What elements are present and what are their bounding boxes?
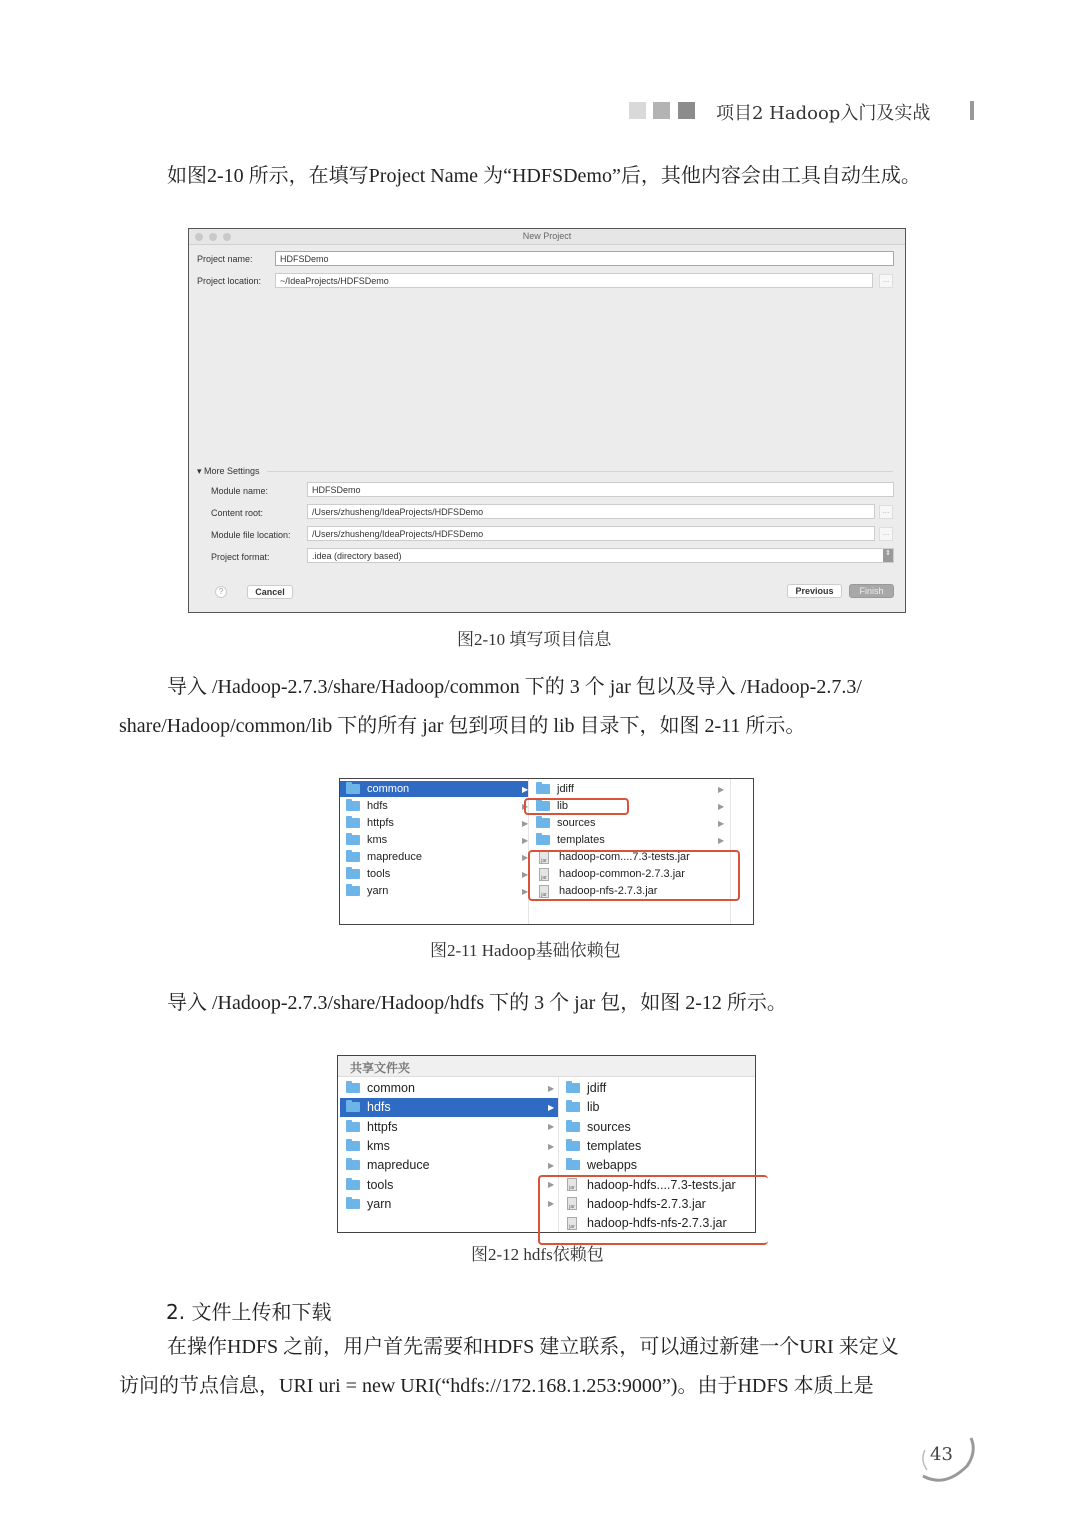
section-heading: 2. 文件上传和下载 xyxy=(166,1300,332,1324)
folder-item-templates[interactable] xyxy=(560,1137,757,1155)
help-button[interactable]: ? xyxy=(215,586,227,598)
folder-icon xyxy=(566,1122,580,1132)
chevron-right-icon: ▶ xyxy=(522,886,529,896)
folder-icon xyxy=(346,1141,360,1151)
folder-icon xyxy=(346,784,360,794)
module-file-input[interactable]: /Users/zhusheng/IdeaProjects/HDFSDemo xyxy=(307,526,875,541)
highlight-box-jars xyxy=(528,850,740,901)
item-label: templates xyxy=(557,834,605,846)
item-label: hadoop-com....7.3-tests.jar xyxy=(559,851,690,863)
chevron-right-icon: ▶ xyxy=(718,801,725,811)
chevron-right-icon: ▶ xyxy=(548,1180,555,1190)
chevron-right-icon: ▶ xyxy=(522,852,529,862)
item-label: hadoop-nfs-2.7.3.jar xyxy=(559,885,658,897)
jar-file-icon: jar xyxy=(567,1178,577,1191)
module-name-label: Module name: xyxy=(211,486,269,496)
dialog-title: New Project xyxy=(522,231,572,241)
browse-module-file-button[interactable]: ... xyxy=(879,527,893,541)
folder-icon xyxy=(346,1083,360,1093)
item-label: httpfs xyxy=(367,1119,398,1134)
folder-item-common[interactable] xyxy=(340,1079,558,1097)
item-label: tools xyxy=(367,868,391,880)
folder-item-common[interactable] xyxy=(340,781,528,797)
highlight-box-jars xyxy=(538,1175,768,1245)
chevron-right-icon: ▶ xyxy=(718,784,725,794)
item-label: lib xyxy=(587,1100,600,1115)
cancel-button[interactable]: Cancel xyxy=(247,585,293,599)
item-label: webapps xyxy=(587,1158,638,1173)
chevron-right-icon: ▶ xyxy=(548,1160,555,1170)
folder-item-kms[interactable] xyxy=(340,832,528,848)
chevron-right-icon: ▶ xyxy=(548,1102,555,1112)
project-name-label: Project name: xyxy=(197,254,253,264)
folder-icon xyxy=(566,1160,580,1170)
folder-icon xyxy=(536,818,550,828)
folder-item-httpfs[interactable] xyxy=(340,1118,558,1136)
finder-window-hdfs xyxy=(337,1055,756,1233)
folder-item-jdiff[interactable] xyxy=(530,781,730,797)
folder-item-jdiff[interactable] xyxy=(560,1079,757,1097)
folder-item-lib[interactable] xyxy=(560,1098,757,1116)
highlight-box-lib xyxy=(524,798,629,815)
module-file-label: Module file location: xyxy=(211,530,291,540)
item-label: sources xyxy=(557,817,596,829)
paragraph: 如图2-10 所示，在填写Project Name 为“HDFSDemo”后，其他内容会由工具自动生成。 xyxy=(167,165,921,187)
item-label: kms xyxy=(367,1139,390,1154)
folder-icon xyxy=(346,1102,360,1112)
item-label: httpfs xyxy=(367,817,394,829)
browse-location-button[interactable]: ... xyxy=(879,274,893,288)
sidebar-section-title: 共享文件夹 xyxy=(338,1056,755,1077)
chevron-right-icon: ▶ xyxy=(522,818,529,828)
folder-item-yarn[interactable] xyxy=(340,1195,558,1213)
chevron-right-icon: ▶ xyxy=(718,818,725,828)
browse-content-root-button[interactable]: ... xyxy=(879,505,893,519)
paragraph: 访问的节点信息，URI uri = new URI(“hdfs://172.168.1.253:9000”)。由于HDFS 本质上是 xyxy=(119,1375,874,1397)
folder-icon xyxy=(536,784,550,794)
folder-icon xyxy=(346,1160,360,1170)
folder-icon xyxy=(346,818,360,828)
title-bar xyxy=(189,229,905,245)
module-name-input[interactable]: HDFSDemo xyxy=(307,482,894,497)
jar-file-icon: jar xyxy=(539,851,549,864)
chevron-right-icon: ▶ xyxy=(548,1199,555,1209)
folder-icon xyxy=(566,1083,580,1093)
item-label: hdfs xyxy=(367,1100,391,1115)
folder-item-hdfs[interactable] xyxy=(340,798,528,814)
item-label: lib xyxy=(557,800,569,812)
project-format-select[interactable] xyxy=(307,548,894,563)
finish-button[interactable]: Finish xyxy=(849,584,894,598)
folder-item-yarn[interactable] xyxy=(340,883,528,899)
folder-item-mapreduce[interactable] xyxy=(340,1156,558,1174)
item-label: jdiff xyxy=(587,1081,607,1096)
chevron-right-icon: ▶ xyxy=(548,1083,555,1093)
folder-item-hdfs[interactable] xyxy=(340,1098,558,1116)
content-root-input[interactable]: /Users/zhusheng/IdeaProjects/HDFSDemo xyxy=(307,504,875,519)
jar-file-icon: jar xyxy=(539,885,549,898)
item-label: hdfs xyxy=(367,800,388,812)
content-root-label: Content root: xyxy=(211,508,264,518)
folder-icon xyxy=(346,1199,360,1209)
page-number: 43 xyxy=(930,1444,953,1465)
header-square xyxy=(629,102,646,119)
chevron-right-icon: ▶ xyxy=(522,869,529,879)
item-label: common xyxy=(367,1081,415,1096)
jar-file-icon: jar xyxy=(539,868,549,881)
finder-window-common xyxy=(339,778,754,925)
folder-icon xyxy=(566,1102,580,1112)
more-settings-label: More Settings xyxy=(204,466,260,476)
paragraph: 在操作HDFS 之前，用户首先需要和HDFS 建立联系，可以通过新建一个URI 来定义 xyxy=(167,1336,899,1358)
item-label: sources xyxy=(587,1119,631,1134)
item-label: hadoop-hdfs....7.3-tests.jar xyxy=(587,1177,736,1192)
project-location-label: Project location: xyxy=(197,276,262,286)
item-label: kms xyxy=(367,834,388,846)
figure-caption: 图2-11 Hadoop基础依赖包 xyxy=(430,941,621,960)
chevron-right-icon: ▶ xyxy=(522,784,529,794)
folder-item-sources[interactable] xyxy=(530,815,730,831)
folder-item-kms[interactable] xyxy=(340,1137,558,1155)
item-label: tools xyxy=(367,1177,394,1192)
chevron-right-icon: ▶ xyxy=(522,801,529,811)
folder-item-webapps[interactable] xyxy=(560,1156,757,1174)
item-label: common xyxy=(367,783,410,795)
folder-icon xyxy=(346,1122,360,1132)
paragraph: 导入 /Hadoop-2.7.3/share/Hadoop/common 下的 3 个 jar 包以及导入 /Hadoop-2.7.3/ xyxy=(167,676,862,698)
jar-file-icon: jar xyxy=(567,1217,577,1230)
folder-icon xyxy=(536,835,550,845)
running-header: 项目2 Hadoop入门及实战 xyxy=(716,103,931,124)
item-label: hadoop-common-2.7.3.jar xyxy=(559,868,685,880)
chevron-right-icon: ▶ xyxy=(718,835,725,845)
item-label: templates xyxy=(587,1139,642,1154)
folder-icon xyxy=(346,869,360,879)
item-label: mapreduce xyxy=(367,1158,430,1173)
folder-icon xyxy=(346,886,360,896)
paragraph: share/Hadoop/common/lib 下的所有 jar 包到项目的 lib 目录下，如图 2-11 所示。 xyxy=(119,715,806,737)
header-square xyxy=(653,102,670,119)
folder-item-httpfs[interactable] xyxy=(340,815,528,831)
folder-icon xyxy=(346,835,360,845)
project-location-input[interactable]: ~/IdeaProjects/HDFSDemo xyxy=(275,273,873,288)
jar-file-icon: jar xyxy=(567,1197,577,1210)
folder-icon xyxy=(346,801,360,811)
header-bar xyxy=(970,101,974,120)
item-label: yarn xyxy=(367,885,389,897)
item-label: hadoop-hdfs-nfs-2.7.3.jar xyxy=(587,1216,727,1231)
folder-icon xyxy=(566,1141,580,1151)
project-format-label: Project format: xyxy=(211,552,270,562)
folder-item-tools[interactable] xyxy=(340,1176,558,1194)
folder-item-mapreduce[interactable] xyxy=(340,849,528,865)
select-stepper-icon: ⇕ xyxy=(883,549,893,562)
divider xyxy=(267,471,893,472)
previous-button[interactable]: Previous xyxy=(787,584,842,598)
paragraph: 导入 /Hadoop-2.7.3/share/Hadoop/hdfs 下的 3 个 jar 包，如图 2-12 所示。 xyxy=(167,992,787,1014)
item-label: hadoop-hdfs-2.7.3.jar xyxy=(587,1196,706,1211)
chevron-right-icon: ▶ xyxy=(548,1122,555,1132)
more-settings-toggle[interactable]: ▾ More Settings xyxy=(197,466,260,476)
folder-item-templates[interactable] xyxy=(530,832,730,848)
folder-icon xyxy=(346,852,360,862)
figure-caption: 图2-12 hdfs依赖包 xyxy=(471,1245,604,1264)
folder-item-tools[interactable] xyxy=(340,866,528,882)
project-name-input[interactable]: HDFSDemo xyxy=(275,251,894,266)
project-format-value: .idea (directory based) xyxy=(312,551,402,561)
folder-item-sources[interactable] xyxy=(560,1118,757,1136)
item-label: yarn xyxy=(367,1196,392,1211)
item-label: mapreduce xyxy=(367,851,423,863)
folder-icon xyxy=(346,1180,360,1190)
chevron-right-icon: ▶ xyxy=(522,835,529,845)
item-label: jdiff xyxy=(557,783,574,795)
figure-caption: 图2-10 填写项目信息 xyxy=(457,630,612,649)
chevron-right-icon: ▶ xyxy=(548,1141,555,1151)
header-square xyxy=(678,102,695,119)
new-project-dialog xyxy=(188,228,906,613)
